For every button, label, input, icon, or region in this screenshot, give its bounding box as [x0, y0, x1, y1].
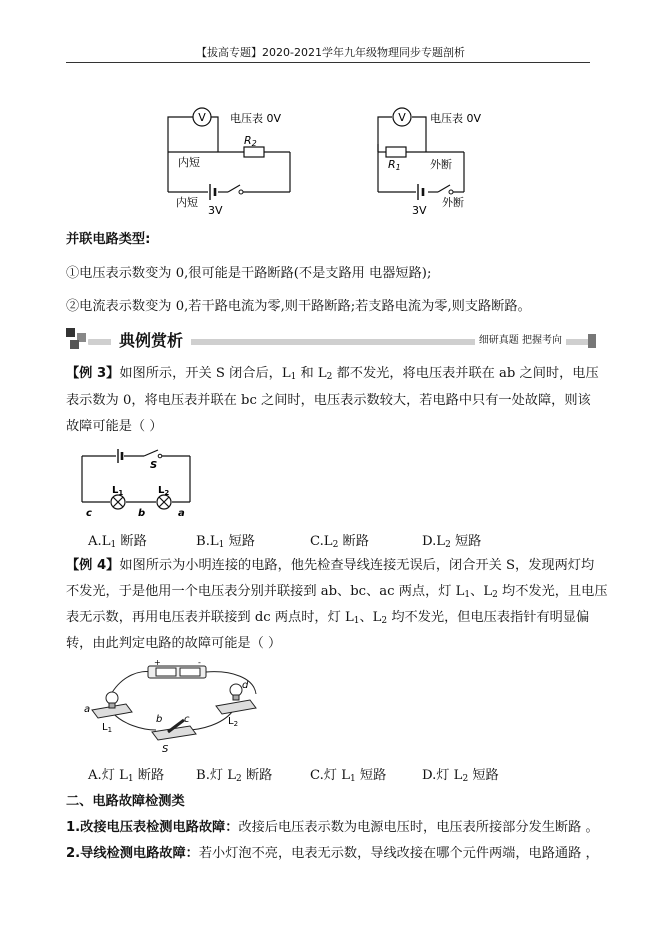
- lamp-l2-label: $L_2$: [228, 716, 239, 728]
- header-divider: [66, 62, 590, 63]
- resistor-label: R1: [388, 158, 401, 172]
- outer-short-label: 内短: [176, 196, 198, 209]
- resistor-label: R2: [244, 134, 257, 148]
- point-b-label: b: [138, 508, 146, 519]
- example-3-option-d[interactable]: $D.L_2$ 短路: [422, 534, 482, 550]
- example-4-line-2: 不发光，于是他用一个电压表分别并联接到 ab、bc、ac 两点，灯 $L_1$、$L_2$ 均不发光，且电压: [66, 584, 608, 600]
- meter-label: 电压表 0V: [430, 112, 482, 125]
- parallel-item-1: ①电压表示数变为 0,很可能是干路断路(不是支路用 电器短路);: [66, 266, 432, 281]
- example-4-line-4: 转，由此判定电路的故障可能是（ ）: [66, 636, 282, 651]
- section-2-paragraph-2: 2.导线检测电路故障：若小灯泡不亮，电表无示数，导线改接在哪个元件两端，电路通路 ，: [66, 846, 599, 861]
- point-b-label: b: [156, 714, 163, 725]
- lamp-l1-label: $L_1$: [102, 722, 113, 734]
- example-4-option-c[interactable]: C.灯 $L_1$ 短路: [310, 768, 387, 784]
- example-4-line-1: 【例 4】如图所示为小明连接的电路，他先检查导线连接无误后，闭合开关 S，发现两灯均: [66, 558, 595, 573]
- voltage-label: 3V: [412, 204, 427, 217]
- voltmeter-symbol: V: [398, 111, 406, 124]
- example-3-line-3: 故障可能是（ ）: [66, 419, 163, 434]
- circuit-figure-inner-short: [160, 100, 320, 218]
- point-c-label: c: [86, 508, 92, 519]
- point-d-label: d: [242, 680, 249, 691]
- parallel-item-2: ②电流表示数变为 0,若干路电流为零,则干路断路;若支路电流为零,则支路断路。: [66, 299, 531, 314]
- switch-label: S: [162, 744, 169, 755]
- example-4-option-d[interactable]: D.灯 $L_2$ 短路: [422, 768, 499, 784]
- page-header: 【拔高专题】2020-2021学年九年级物理同步专题剖析: [196, 46, 465, 59]
- example-3-line-1: 【例 3】如图所示，开关 S 闭合后，$L_1$ 和 $L_2$ 都不发光，将电压表并联在 ab 之间时，电压: [66, 366, 599, 382]
- banner-title: 典例赏析: [111, 328, 191, 351]
- example-3-line-2: 表示数为 0，将电压表并联在 bc 之间时，电压表示数较大，若电路中只有一处故障，则该: [66, 393, 591, 408]
- lamp-l1-label: $L_1$: [112, 485, 124, 497]
- example-4-option-b[interactable]: B.灯 $L_2$ 断路: [196, 768, 273, 784]
- bottom-break-label: 外断: [442, 196, 464, 209]
- switch-label: S: [150, 460, 158, 471]
- battery-plus-label: +: [154, 660, 161, 667]
- parallel-heading: 并联电路类型:: [66, 232, 151, 247]
- example-3-option-c[interactable]: $C.L_2$ 断路: [310, 534, 369, 550]
- section-banner: [66, 328, 596, 350]
- section-2-heading: 二、电路故障检测类: [66, 794, 185, 809]
- outer-break-label: 外断: [430, 158, 452, 171]
- example-3-option-b[interactable]: $B.L_1$ 短路: [196, 534, 255, 550]
- voltmeter-symbol: V: [198, 111, 206, 124]
- point-a-label: a: [178, 508, 185, 519]
- voltage-label: 3V: [208, 204, 223, 217]
- example-4-circuit-drawing: [82, 660, 272, 760]
- example-3-circuit: [78, 446, 198, 520]
- lamp-l2-label: $L_2$: [158, 485, 170, 497]
- meter-label: 电压表 0V: [230, 112, 282, 125]
- point-c-label: c: [184, 714, 190, 725]
- section-2-paragraph-1: 1.改接电压表检测电路故障：改接后电压表示数为电源电压时，电压表所接部分发生断路 。: [66, 820, 599, 835]
- point-a-label: a: [84, 704, 91, 715]
- example-4-line-3: 表无示数，再用电压表并联接到 dc 两点时，灯 $L_1$、$L_2$ 均不发光，但电压表指针有明显偏: [66, 610, 590, 626]
- circuit-figure-outer-break: [372, 100, 532, 218]
- example-4-option-a[interactable]: A.灯 $L_1$ 断路: [88, 768, 165, 784]
- banner-squares-icon: [66, 328, 88, 350]
- banner-subtitle: 细研真题 把握考向: [475, 331, 566, 346]
- inner-short-label: 内短: [178, 156, 200, 169]
- example-3-option-a[interactable]: $A.L_1$ 断路: [88, 534, 147, 550]
- battery-minus-label: -: [198, 660, 201, 667]
